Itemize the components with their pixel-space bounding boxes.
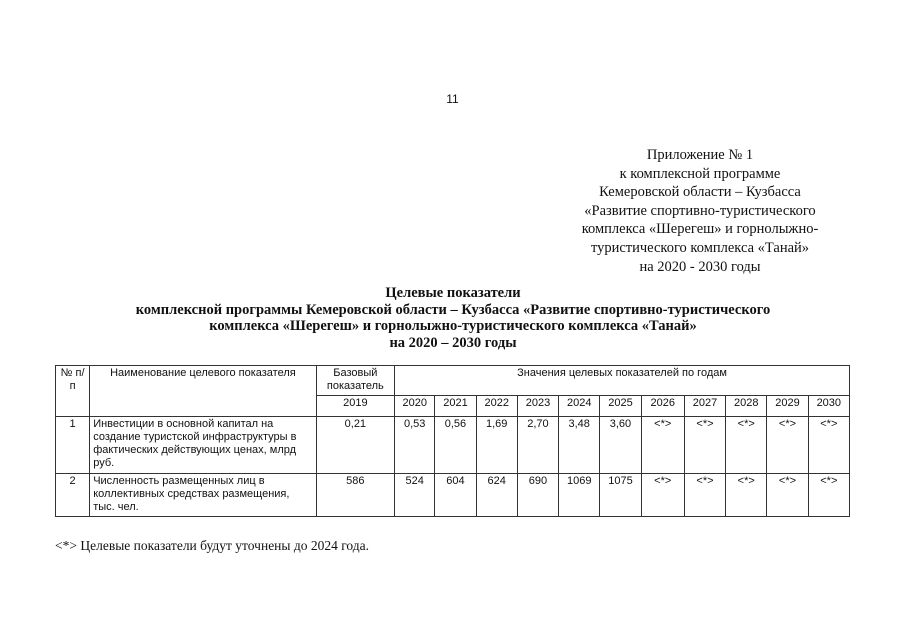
header-year: 2030 (808, 396, 849, 417)
row-base-value: 0,21 (316, 417, 394, 474)
row-year-value: <*> (726, 417, 767, 474)
row-year-value: 0,53 (395, 417, 435, 474)
header-year: 2025 (600, 396, 641, 417)
row-name: Численность размещенных лиц в коллективных средствах размещения, тыс. чел. (90, 474, 316, 517)
document-title (60, 285, 846, 352)
row-number: 2 (56, 474, 90, 517)
title-line: Целевые показатели (385, 285, 521, 301)
appendix-block (560, 146, 840, 276)
row-year-value: 524 (395, 474, 435, 517)
row-year-value: <*> (767, 474, 808, 517)
header-year: 2020 (395, 396, 435, 417)
row-year-value: 604 (435, 474, 476, 517)
row-year-value: <*> (808, 474, 849, 517)
header-year: 2022 (476, 396, 517, 417)
header-values: Значения целевых показателей по годам (395, 366, 850, 396)
title-line: комплексной программы Кемеровской области – Кузбасса «Развитие спортивно-туристического (135, 301, 771, 318)
appendix-line: Кемеровской области – Кузбасса (599, 184, 801, 201)
title-line: комплекса «Шерегеш» и горнолыжно-туристического комплекса «Танай» (209, 318, 697, 335)
header-year: 2029 (767, 396, 808, 417)
appendix-line: к комплексной программе (619, 165, 781, 182)
table-row (56, 474, 850, 517)
header-year: 2023 (517, 396, 558, 417)
row-year-value: <*> (684, 474, 725, 517)
appendix-line: на 2020 - 2030 годы (639, 258, 761, 275)
row-year-value: <*> (641, 417, 684, 474)
row-year-value: 624 (476, 474, 517, 517)
row-name: Инвестиции в основной капитал на создание туристской инфраструктуры в фактических действующих ценах, млрд руб. (90, 417, 316, 474)
row-year-value: <*> (808, 417, 849, 474)
table-row (56, 417, 850, 474)
row-year-value: 1069 (559, 474, 600, 517)
header-year: 2024 (559, 396, 600, 417)
header-year: 2028 (726, 396, 767, 417)
row-year-value: 1,69 (476, 417, 517, 474)
header-year: 2027 (684, 396, 725, 417)
row-year-value: <*> (726, 474, 767, 517)
footnote: <*> Целевые показатели будут уточнены до 2024 года. (55, 538, 370, 553)
row-year-value: 3,48 (559, 417, 600, 474)
header-year: 2021 (435, 396, 476, 417)
row-year-value: <*> (684, 417, 725, 474)
header-number: № п/п (56, 366, 90, 417)
row-year-value: 0,56 (435, 417, 476, 474)
header-name: Наименование целевого показателя (90, 366, 316, 417)
title-line: на 2020 – 2030 годы (389, 335, 517, 352)
appendix-line: «Развитие спортивно-туристического (584, 202, 816, 219)
row-year-value: 3,60 (600, 417, 641, 474)
row-number: 1 (56, 417, 90, 474)
appendix-line: туристического комплекса «Танай» (590, 239, 810, 256)
row-year-value: <*> (767, 417, 808, 474)
appendix-line: комплекса «Шерегеш» и горнолыжно- (581, 221, 819, 238)
row-year-value: 2,70 (517, 417, 558, 474)
header-base: Базовый показатель (316, 366, 394, 396)
target-indicators-table (55, 365, 850, 517)
row-base-value: 586 (316, 474, 394, 517)
appendix-line: Приложение № 1 (646, 147, 754, 163)
header-year: 2026 (641, 396, 684, 417)
page-number: 11 (446, 92, 459, 106)
row-year-value: 1075 (600, 474, 641, 517)
row-year-value: 690 (517, 474, 558, 517)
table-header-row (56, 366, 850, 396)
header-base-year: 2019 (316, 396, 394, 417)
row-year-value: <*> (641, 474, 684, 517)
